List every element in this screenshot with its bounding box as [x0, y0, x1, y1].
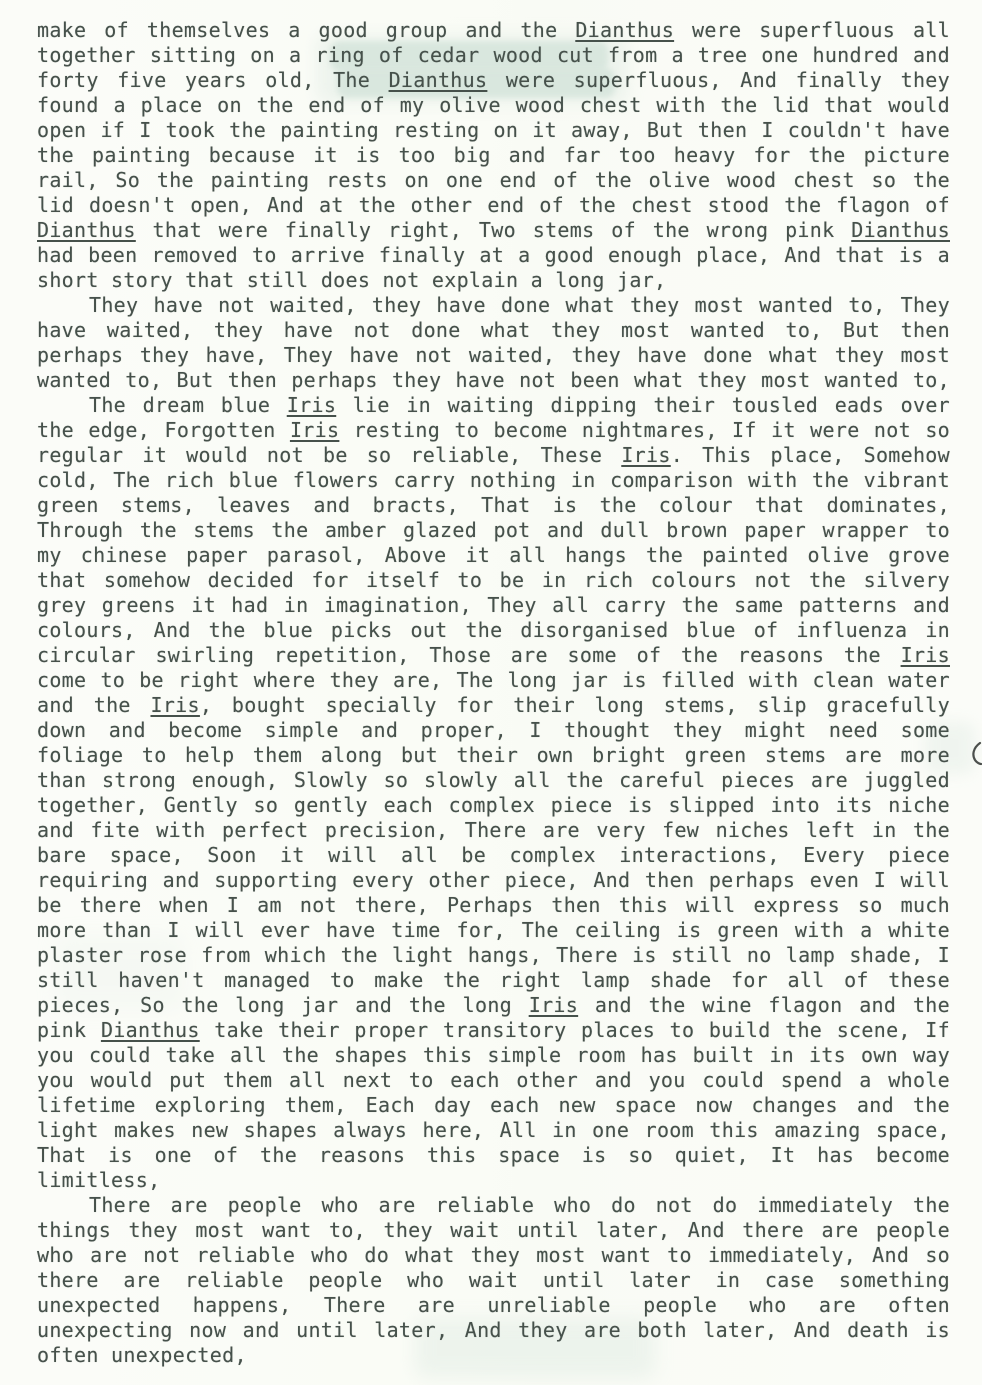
text-segment: there are reliable people who wait until later in case something — [37, 1268, 950, 1292]
text-segment: short story that still does not explain a long jar, — [37, 268, 667, 292]
text-segment: come to be right where they are, The long jar is filled with clean water — [37, 668, 950, 692]
text-segment: make of themselves a good group and the — [37, 18, 576, 42]
text-line — [37, 1143, 950, 1168]
underlined-term: Iris — [528, 993, 579, 1017]
text-segment: foliage to help them along but their own bright green stems are more — [37, 743, 950, 767]
text-line — [37, 243, 950, 268]
text-line — [37, 693, 950, 718]
text-segment: That is one of the reasons this space is so quiet, It has become — [37, 1143, 950, 1167]
underlined-term: Iris — [621, 443, 671, 467]
text-line — [37, 643, 950, 668]
text-line — [37, 843, 950, 868]
text-segment: together, Gently so gently each complex piece is slipped into its niche — [37, 793, 950, 817]
text-line — [37, 318, 950, 343]
text-line — [37, 468, 950, 493]
text-segment: circular swirling repetition, Those are some of the reasons the — [37, 643, 901, 667]
text-line — [37, 893, 950, 918]
text-line — [37, 943, 950, 968]
text-segment: cold, The rich blue flowers carry nothing in comparison with the vibrant — [37, 468, 950, 492]
text-segment: you would put them all next to each other and you could spend a whole — [37, 1068, 950, 1092]
underlined-term: Iris — [286, 393, 337, 417]
underlined-term: Iris — [150, 693, 200, 717]
text-segment: perhaps they have, They have not waited, they have done what they most — [37, 343, 950, 367]
text-segment: be there when I am not there, Perhaps then this will express so much — [37, 893, 950, 917]
text-line — [37, 993, 950, 1018]
text-line — [37, 1193, 950, 1218]
underlined-term: Dianthus — [100, 1018, 200, 1042]
text-segment: down and become simple and proper, I thought they might need some — [37, 718, 950, 742]
text-segment: that were finally right, Two stems of the wrong pink — [135, 218, 852, 242]
text-line — [37, 143, 950, 168]
underlined-term: Dianthus — [388, 68, 488, 92]
text-segment: were superfluous all — [674, 18, 950, 42]
text-line — [37, 418, 950, 443]
text-segment: requiring and supporting every other piece, And then perhaps even I will — [37, 868, 950, 892]
text-segment: often unexpected, — [37, 1343, 247, 1367]
text-line — [37, 743, 950, 768]
text-segment: than strong enough, Slowly so slowly all the careful pieces are juggled — [37, 768, 950, 792]
text-line — [37, 543, 950, 568]
underlined-term: Iris — [289, 418, 340, 442]
text-segment: open if I took the painting resting on it away, But then I couldn't have — [37, 118, 950, 142]
text-segment: rail, So the painting rests on one end of the olive wood chest so the — [37, 168, 950, 192]
text-line — [37, 1268, 950, 1293]
text-segment: colours, And the blue picks out the disorganised blue of influenza in — [37, 618, 950, 642]
text-segment: still haven't managed to make the right lamp shade for all of these — [37, 968, 950, 992]
text-segment: together sitting on a ring of cedar wood cut from a tree one hundred and — [37, 43, 950, 67]
text-line — [37, 168, 950, 193]
text-line — [37, 568, 950, 593]
text-line — [37, 1318, 950, 1343]
text-segment: have waited, they have not done what they most wanted to, But then — [37, 318, 950, 342]
text-segment: who are not reliable who do what they most want to immediately, And so — [37, 1243, 950, 1267]
text-line — [37, 293, 950, 318]
text-line — [37, 268, 950, 293]
text-segment: plaster rose from which the light hangs, There is still no lamp shade, I — [37, 943, 950, 967]
text-line — [37, 768, 950, 793]
text-segment: were superfluous, And finally they — [487, 68, 950, 92]
text-line — [37, 68, 950, 93]
text-line — [37, 118, 950, 143]
text-segment: that somehow decided for itself to be in rich colours not the silvery — [37, 568, 950, 592]
underlined-term: Dianthus — [851, 218, 950, 242]
text-line — [37, 193, 950, 218]
text-segment: There are people who are reliable who do not do immediately the — [89, 1193, 950, 1217]
text-line — [37, 1118, 950, 1143]
text-line — [37, 868, 950, 893]
text-segment: They have not waited, they have done what they most wanted to, They — [89, 293, 950, 317]
text-segment: The dream blue — [89, 393, 287, 417]
text-line — [37, 393, 950, 418]
text-segment: you could take all the shapes this simple room has built in its own way — [37, 1043, 950, 1067]
text-segment: regular it would not be so reliable, These — [37, 443, 622, 467]
underlined-term: Dianthus — [37, 218, 136, 242]
text-line — [37, 443, 950, 468]
pen-mark-artifact — [970, 740, 982, 768]
text-segment: the edge, Forgotten — [37, 418, 290, 442]
text-segment: lid doesn't open, And at the other end of the chest stood the flagon of — [37, 193, 950, 217]
text-line — [37, 1093, 950, 1118]
text-line — [37, 1018, 950, 1043]
text-segment: take their proper transitory places to build the scene, If — [199, 1018, 950, 1042]
text-segment: and fite with perfect precision, There are very few niches left in the — [37, 818, 950, 842]
text-line — [37, 1043, 950, 1068]
text-line — [37, 918, 950, 943]
underlined-term: Dianthus — [575, 18, 675, 42]
text-line — [37, 1218, 950, 1243]
text-segment: Through the stems the amber glazed pot and dull brown paper wrapper to — [37, 518, 950, 542]
text-line — [37, 1343, 950, 1368]
text-segment: and the — [37, 693, 151, 717]
text-line — [37, 618, 950, 643]
text-segment: my chinese paper parasol, Above it all hangs the painted olive grove — [37, 543, 950, 567]
text-segment: . This place, Somehow — [670, 443, 950, 467]
text-segment: forty five years old, The — [37, 68, 389, 92]
text-line — [37, 718, 950, 743]
text-line — [37, 968, 950, 993]
text-segment: limitless, — [37, 1168, 161, 1192]
text-segment: resting to become nightmares, If it were not so — [339, 418, 950, 442]
underlined-term: Iris — [900, 643, 950, 667]
text-line — [37, 218, 950, 243]
text-line — [37, 818, 950, 843]
text-segment: light makes new shapes always here, All in one room this amazing space, — [37, 1118, 950, 1142]
text-segment: unexpected happens, There are unreliable people who are often — [37, 1293, 950, 1317]
text-segment: and the wine flagon and the — [578, 993, 950, 1017]
text-segment: things they most want to, they wait until later, And there are people — [37, 1218, 950, 1242]
text-segment: grey greens it had in imagination, They all carry the same patterns and — [37, 593, 950, 617]
document-text — [37, 18, 950, 1368]
text-line — [37, 493, 950, 518]
text-segment: found a place on the end of my olive wood chest with the lid that would — [37, 93, 950, 117]
text-segment: unexpecting now and until later, And they are both later, And death is — [37, 1318, 950, 1342]
text-segment: more than I will ever have time for, The ceiling is green with a white — [37, 918, 950, 942]
text-segment: , bought specially for their long stems, slip gracefully — [199, 693, 950, 717]
text-line — [37, 368, 950, 393]
text-segment: had been removed to arrive finally at a good enough place, And that is a — [37, 243, 950, 267]
text-line — [37, 668, 950, 693]
text-line — [37, 1243, 950, 1268]
text-segment: bare space, Soon it will all be complex interactions, Every piece — [37, 843, 950, 867]
text-line — [37, 343, 950, 368]
text-line — [37, 518, 950, 543]
text-line — [37, 593, 950, 618]
text-segment: the painting because it is too big and far too heavy for the picture — [37, 143, 950, 167]
text-segment: green stems, leaves and bracts, That is the colour that dominates, — [37, 493, 950, 517]
text-line — [37, 93, 950, 118]
text-segment: lifetime exploring them, Each day each new space now changes and the — [37, 1093, 950, 1117]
text-segment: pieces, So the long jar and the long — [37, 993, 529, 1017]
text-line — [37, 43, 950, 68]
text-line — [37, 793, 950, 818]
text-line — [37, 18, 950, 43]
text-segment: wanted to, But then perhaps they have not been what they most wanted to, — [37, 368, 950, 392]
text-segment: lie in waiting dipping their tousled eads over — [336, 393, 950, 417]
text-line — [37, 1168, 950, 1193]
text-line — [37, 1293, 950, 1318]
text-line — [37, 1068, 950, 1093]
text-segment: pink — [37, 1018, 101, 1042]
